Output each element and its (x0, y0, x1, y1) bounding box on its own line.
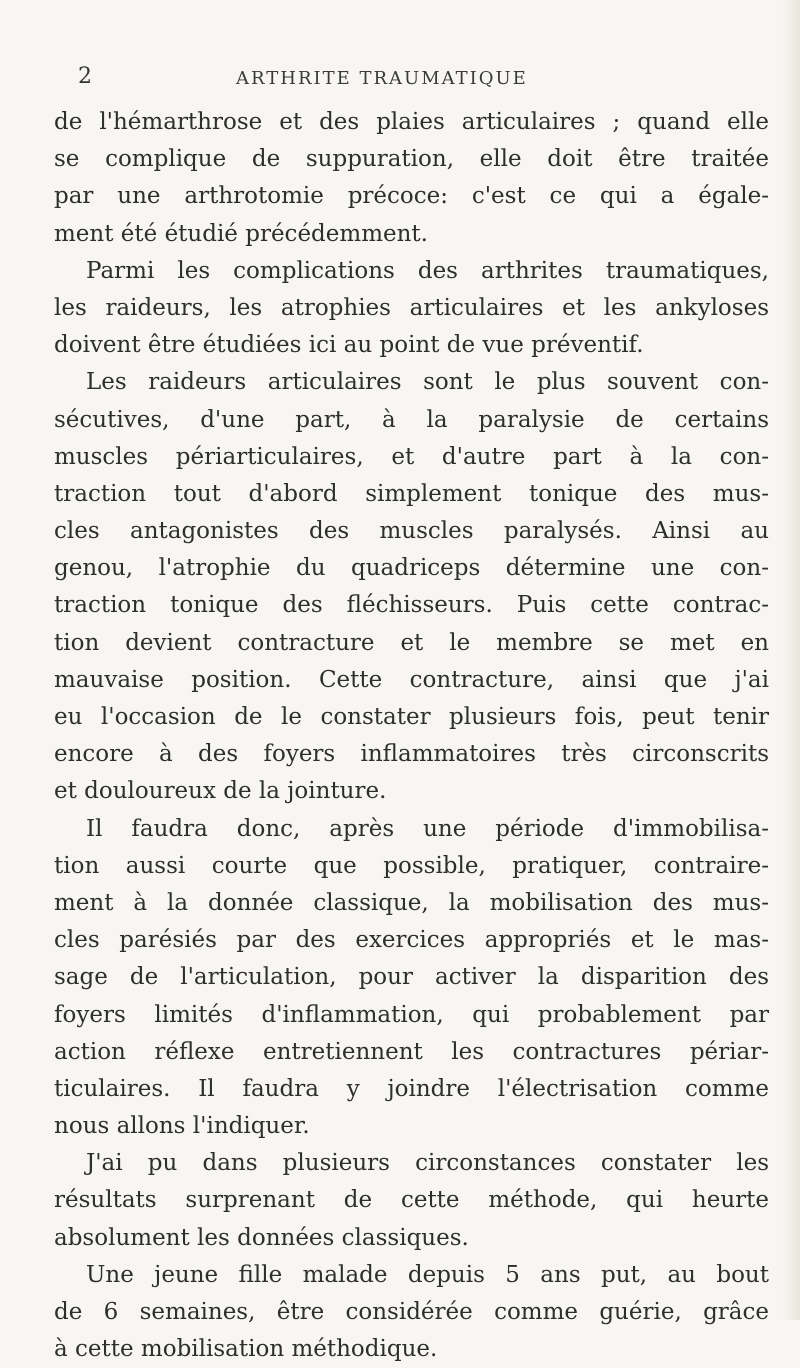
text-line: absolument les données classiques. (54, 1224, 469, 1251)
text-line: de l'hémarthrose et des plaies articulaires ; quand elle (54, 109, 769, 135)
text-line: tion aussi courte que possible, pratiquer, contraire- (54, 852, 769, 879)
text-line: traction tout d'abord simplement tonique des mus- (54, 480, 769, 507)
text-line: sécutives, d'une part, à la paralysie de certains (54, 406, 769, 433)
text-line: les raideurs, les atrophies articulaires et les ankyloses (54, 294, 769, 321)
text-line: foyers limités d'inflammation, qui probablement par (54, 1001, 769, 1028)
text-line: se complique de suppuration, elle doit être traitée (54, 146, 769, 173)
text-line: sage de l'articulation, pour activer la disparition des (54, 964, 769, 991)
text-line: nous allons l'indiquer. (54, 1113, 310, 1140)
page-number: 2 (78, 64, 93, 89)
text-line: J'ai pu dans plusieurs circonstances constater les (86, 1150, 769, 1177)
text-line: ment été étudié précédemment. (54, 220, 428, 247)
text-line: doivent être étudiées ici au point de vue préventif. (54, 332, 644, 359)
text-line: tion devient contracture et le membre se met en (54, 629, 769, 656)
text-line: ticulaires. Il faudra y joindre l'électrisation comme (54, 1075, 769, 1102)
text-line: muscles périarticulaires, et d'autre part à la con- (54, 443, 769, 470)
text-line: genou, l'atrophie du quadriceps détermine une con- (54, 555, 769, 582)
text-line: à cette mobilisation méthodique. (54, 1336, 438, 1363)
text-line: mauvaise position. Cette contracture, ainsi que j'ai (54, 666, 769, 693)
text-line: Une jeune fille malade depuis 5 ans put, au bout (86, 1261, 769, 1288)
text-line: et douloureux de la jointure. (54, 778, 387, 805)
text-line: traction tonique des fléchisseurs. Puis cette contrac- (54, 592, 769, 619)
text-line: ment à la donnée classique, la mobilisation des mus- (54, 889, 769, 916)
page-edge-shadow (782, 0, 800, 1320)
text-line: Il faudra donc, après une période d'immobilisa- (86, 815, 769, 842)
text-line: encore à des foyers inflammatoires très circonscrits (54, 741, 769, 768)
running-title: ARTHRITE TRAUMATIQUE (236, 68, 528, 89)
body-text (54, 104, 769, 1368)
text-line: par une arthrotomie précoce: c'est ce qui a égale- (54, 183, 769, 210)
page-header (0, 64, 800, 94)
text-line: Parmi les complications des arthrites traumatiques, (86, 257, 769, 284)
text-line: cles parésiés par des exercices appropriés et le mas- (54, 927, 769, 954)
text-line: Les raideurs articulaires sont le plus souvent con- (86, 369, 769, 396)
text-line: de 6 semaines, être considérée comme guérie, grâce (54, 1299, 769, 1325)
text-line: eu l'occasion de le constater plusieurs fois, peut tenir (54, 704, 769, 730)
text-line: action réflexe entretiennent les contractures périar- (54, 1038, 769, 1065)
text-line: cles antagonistes des muscles paralysés. Ainsi au (54, 518, 769, 545)
text-line: résultats surprenant de cette méthode, qui heurte (54, 1187, 769, 1214)
